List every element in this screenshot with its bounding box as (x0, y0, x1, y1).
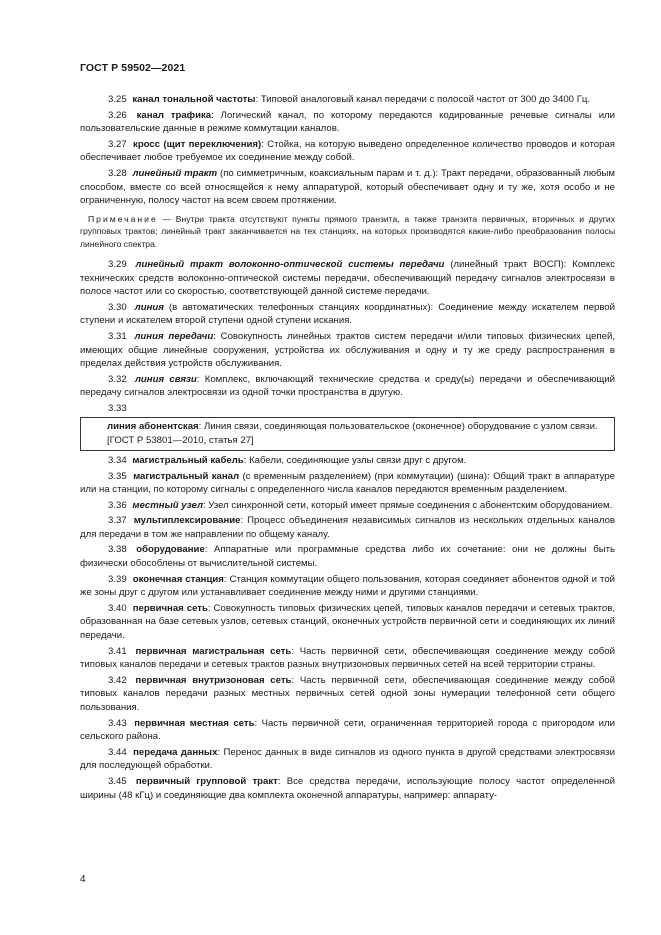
definition-number: 3.36 (108, 499, 127, 511)
definition-paragraph (80, 258, 615, 299)
note-text: — Внутри тракта отсутствуют пункты прямого транзита, а также транзита первичных, вторичных и других групповых трактов; линейный тракт заканчивается на тех станциях, на которых производятся какие-либо преобразования полосы линейного спектра. (80, 213, 615, 249)
definitions-group-1 (80, 93, 615, 208)
definition-number: 3.38 (108, 544, 127, 556)
note-paragraph (80, 213, 615, 250)
definition-paragraph (80, 645, 615, 672)
definition-number: 3.42 (108, 674, 127, 686)
definition-number: 3.32 (108, 373, 127, 385)
document-body (80, 93, 615, 804)
definition-text: : Станция коммутации общего пользования, которая соединяет абонентов одной и той же зоны друг с другом или устанавливает соединение между ними и другими станциями. (80, 573, 616, 599)
definition-text: : Узел синхронной сети, который имеет прямые соединения с абонентским оборудованием. (202, 499, 613, 511)
boxed-term: линия абонентская (107, 420, 199, 432)
definition-number: 3.28 (108, 167, 127, 179)
definition-text: : Перенос данных в виде сигналов из одного пункта в другой средствами электросвязи для последующей обработки. (80, 746, 615, 772)
definition-text: : Часть первичной сети, обеспечивающая соединение между собой типовых каналов передачи разных местных первичных сетей одной зоны нумерации телефонной сети общего пользования. (80, 674, 616, 713)
definition-paragraph (80, 109, 615, 136)
definition-term: линия передачи (134, 330, 214, 342)
definition-term: первичная внутризоновая сеть (135, 674, 292, 686)
definition-paragraph (80, 543, 615, 570)
definition-text: : Типовой аналоговый канал передачи с полосой частот от 300 до 3400 Гц. (255, 94, 591, 105)
definition-number: 3.45 (108, 775, 127, 787)
definition-paragraph (80, 717, 615, 744)
definition-text: : Стойка, на которую выведено определенное количество проводов и которая обеспечивает любое требуемое их соединение между собой. (80, 138, 615, 164)
definitions-group-3 (80, 454, 615, 802)
definition-term: местный узел (132, 499, 203, 511)
definition-text: : Совокупность типовых физических цепей, типовых каналов передачи и сетевых трактов, образованная на базе сетевых узлов, сетевых станций, оконечных устройств первичной сети и соединяющих их линий передачи. (80, 602, 616, 642)
boxed-definition-body (107, 420, 608, 433)
definition-paragraph (80, 499, 615, 513)
definition-number: 3.44 (108, 746, 127, 758)
definition-term: магистральный канал (133, 470, 240, 482)
definition-term: линейный тракт волоконно-оптической системы передачи (135, 258, 445, 270)
definition-paragraph (80, 573, 615, 600)
definition-number: 3.35 (108, 470, 127, 482)
definition-text: (в автоматических телефонных станциях координатных): Соединение между искателем первой ступени и искателем второй ступени одной ступени искания. (80, 301, 615, 327)
definition-text: : Часть первичной сети, обеспечивающая соединение между собой типовых каналов передачи и сетевых трактов разных внутризоновых первичных сетей на всей территории страны. (80, 645, 615, 671)
definition-term: магистральный кабель (132, 454, 244, 466)
definition-number: 3.43 (108, 717, 127, 729)
definition-paragraph (80, 775, 615, 802)
definition-number: 3.25 (108, 94, 127, 105)
definition-term: первичная сеть (132, 602, 208, 614)
definition-term: канал тональной частоты (132, 94, 256, 105)
definition-text: : Кабели, соединяющие узлы связи друг с другом. (243, 454, 467, 466)
definition-number: 3.40 (108, 602, 127, 614)
definition-term: оконечная станция (132, 573, 224, 585)
definition-paragraph (80, 514, 615, 541)
definition-paragraph (80, 138, 615, 165)
definition-text: : Совокупность линейных трактов систем передачи и/или типовых физических цепей, имеющих общие линейные сооружения, устройства их обслуживания и одну и ту же среду распространения в пределах действия устройств обслуживания. (80, 330, 615, 370)
note-label: Примечание (88, 213, 158, 224)
definition-paragraph (80, 301, 615, 328)
definition-paragraph (80, 167, 615, 208)
definition-term: передача данных (133, 746, 218, 758)
definition-number: 3.30 (108, 301, 127, 313)
definition-term: линейный тракт (132, 167, 218, 179)
definition-text: : Все средства передачи, использующие полосу частот определенной ширины (48 кГц) и соединяющие два комплекта оконечной аппаратуры, например: аппарату- (80, 775, 615, 801)
document-header: ГОСТ Р 59502—2021 (80, 62, 186, 74)
definition-text: : Аппаратные или программные средства либо их сочетание: они не должны быть физически обособлены от вычислительной системы. (80, 544, 615, 570)
definition-paragraph (80, 602, 615, 643)
definition-term: мультиплексирование (133, 515, 241, 527)
boxed-reference: [ГОСТ Р 53801—2010, статья 27] (107, 434, 254, 446)
definition-number: 3.29 (108, 258, 127, 270)
definition-paragraph (80, 746, 615, 773)
definition-term: первичная местная сеть (134, 717, 255, 729)
definition-number: 3.27 (108, 138, 127, 150)
definitions-group-2 (80, 258, 615, 400)
definition-text: : Логический канал, по которому передаются кодированные речевые сигналы или пользовательские данные в режиме коммутации каналов. (80, 109, 616, 135)
definition-paragraph (80, 330, 615, 371)
definition-number: 3.34 (108, 454, 127, 466)
definition-paragraph (80, 470, 615, 497)
definition-number: 3.41 (108, 645, 127, 657)
definition-paragraph (80, 674, 615, 715)
definition-text: (линейный тракт ВОСП): Комплекс технических средств волоконно-оптической системы передачи, обеспечивающий передачу сигналов электросвязи в полосе частот или со скоростью, соответствующей данной системе передачи. (80, 258, 615, 298)
boxed-definition-text: : Линия связи, соединяющая пользовательское (оконечное) оборудование с узлом связи. (198, 420, 598, 432)
definition-number: 3.26 (108, 109, 127, 121)
definition-term: линия связи (134, 373, 197, 385)
definition-term: оборудование (136, 544, 205, 556)
definition-number: 3.39 (108, 573, 127, 585)
definition-text: (по симметричным, коаксиальным парам и т. д.): Тракт передачи, образованный любым способом, вместе со всей относящейся к нему аппаратурой, который обеспечивает одну и ту же, хотя особо и не ограниченную, полосу частот на всем своем протяжении. (80, 167, 615, 207)
definition-paragraph (80, 454, 615, 468)
definition-term: первичный групповой тракт (135, 775, 278, 787)
definition-term: первичная магистральная сеть (135, 645, 292, 657)
definition-paragraph (80, 373, 615, 400)
definition-paragraph (80, 93, 615, 107)
definition-text: : Процесс объединения независимых сигналов из нескольких отдельных каналов для передачи в том же направлении по общему каналу. (80, 515, 615, 540)
definition-term: канал трафика (136, 109, 212, 121)
definition-text: (с временным разделением) (при коммутации) (шина): Общий тракт в аппаратуре или на станции, по которому сигналы с определенного числа каналов передаются временным разделением. (80, 470, 615, 496)
definition-text: : Комплекс, включающий технические средства и среду(ы) передачи и обеспечивающий передачу сигналов электросвязи из одной точки пространства в другую. (80, 373, 616, 399)
boxed-definition-number: 3.33 (108, 402, 127, 414)
definition-text: : Часть первичной сети, ограниченная территорией города с пригородом или сельского района. (80, 717, 615, 743)
boxed-definition (80, 417, 615, 451)
page-number: 4 (80, 874, 86, 885)
definition-term: кросс (щит переключения) (133, 138, 262, 150)
definition-number: 3.31 (108, 330, 127, 342)
definition-term: линия (134, 301, 164, 313)
definition-number: 3.37 (108, 515, 127, 527)
